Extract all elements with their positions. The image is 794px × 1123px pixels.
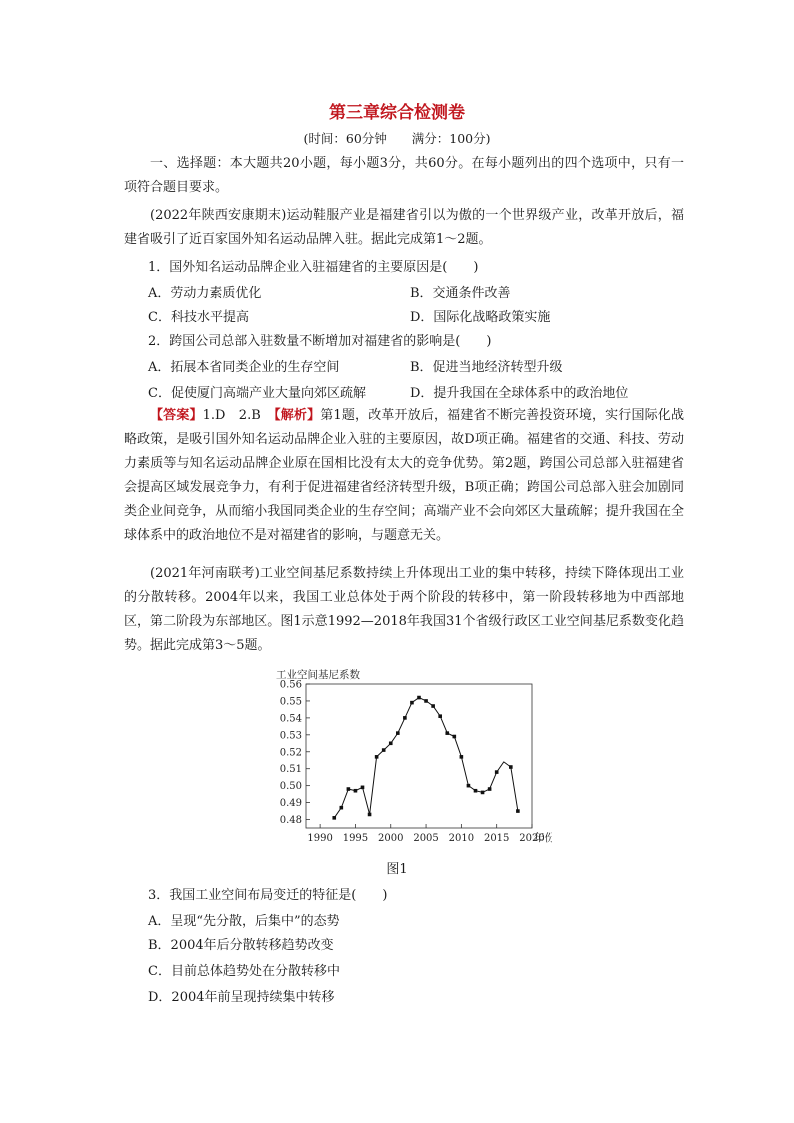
x-tick-label: 2015 (483, 833, 510, 844)
x-tick-label: 2000 (378, 833, 404, 844)
section-heading: 一、选择题：本大题共20小题，每小题3分，共60分。在每小题列出的四个选项中，只有一项符合题目要求。 (124, 156, 684, 195)
data-point (460, 755, 464, 759)
data-point (347, 787, 351, 791)
x-tick-label: 2020 (519, 833, 545, 844)
data-point (382, 748, 386, 752)
gini-chart-svg (262, 662, 552, 860)
x-tick-label: 1995 (342, 833, 369, 844)
data-point (354, 789, 358, 793)
answer-block (124, 404, 684, 548)
x-tick-label: 1990 (307, 833, 333, 844)
data-point (396, 731, 400, 735)
data-point (467, 784, 471, 788)
q1-option-b: B．交通条件改善 (410, 286, 511, 301)
y-axis-label: 工业空间基尼系数 (276, 669, 360, 681)
answer-keys: 1.D 2.B (202, 408, 275, 423)
y-tick-label: 0.50 (279, 781, 302, 793)
data-point (417, 696, 421, 700)
data-point (389, 741, 393, 745)
intro-1: (2022年陕西安康期末)运动鞋服产业是福建省引以为傲的一个世界级产业，改革开放后，福建省吸引了近百家国外知名运动品牌入驻。据此完成第1～2题。 (124, 208, 684, 247)
y-tick-label: 0.51 (279, 764, 302, 776)
data-point (340, 806, 344, 810)
q2-option-d: D．提升我国在全球体系中的政治地位 (410, 386, 629, 401)
q3-option-a: A．呈现“先分散，后集中”的态势 (148, 914, 340, 929)
data-point (495, 770, 499, 774)
answer-tag: 【答案】 (150, 408, 203, 423)
q1-option-c: C．科技水平提高 (148, 310, 249, 325)
y-tick-label: 0.56 (279, 679, 302, 691)
x-tick-label: 2010 (448, 833, 475, 844)
question-2-stem: 2．跨国公司总部入驻数量不断增加对福建省的影响是( ) (148, 334, 492, 349)
data-point (368, 813, 372, 817)
exam-info: (时间：60分钟 满分：100分) (303, 131, 491, 146)
data-point (445, 731, 449, 735)
y-tick-label: 0.53 (279, 730, 302, 742)
q3-option-c: C．目前总体趋势处在分散转移中 (148, 964, 340, 979)
figure-caption: 图1 (386, 862, 408, 877)
data-point (509, 765, 513, 769)
x-axis-label: 年份 (534, 832, 552, 844)
q3-option-b: B．2004年后分散转移趋势改变 (148, 938, 334, 953)
question-3-stem: 3．我国工业空间布局变迁的特征是( ) (148, 888, 388, 903)
q2-option-c: C．促使厦门高端产业大量向郊区疏解 (148, 386, 366, 401)
data-point (424, 699, 428, 703)
question-1-stem: 1．国外知名运动品牌企业入驻福建省的主要原因是( ) (148, 260, 479, 275)
data-point (375, 755, 379, 759)
y-tick-label: 0.48 (279, 815, 302, 827)
data-point (516, 809, 520, 813)
analysis-tag: 【解析】 (274, 408, 321, 423)
data-point (332, 816, 336, 820)
data-point (453, 735, 457, 739)
y-tick-label: 0.55 (279, 696, 302, 708)
data-point (438, 714, 442, 718)
data-point (410, 701, 414, 705)
y-tick-label: 0.54 (279, 713, 302, 725)
data-point (403, 716, 407, 720)
series-line (334, 698, 518, 818)
q1-option-d: D．国际化战略政策实施 (410, 310, 551, 325)
gini-chart (262, 662, 552, 860)
q1-option-a: A．劳动力素质优化 (148, 286, 262, 301)
data-point (361, 786, 365, 790)
data-point (488, 787, 492, 791)
intro-2: (2021年河南联考)工业空间基尼系数持续上升体现出工业的集中转移，持续下降体现出工业的分散转移。2004年以来，我国工业总体处于两个阶段的转移中，第一阶段转移地为中西部地区，第二阶段为东部地区。图1示意1992—2018年我国31个省级行政区工业空间基尼系数变化趋势。据此完成第3～5题。 (124, 566, 684, 653)
data-point (474, 789, 478, 793)
page-title: 第三章综合检测卷 (329, 103, 465, 123)
analysis-text: 第1题，改革开放后，福建省不断完善投资环境，实行国际化战略政策，是吸引国外知名运动品牌企业入驻的主要原因，故D项正确。福建省的交通、科技、劳动力素质等与知名运动品牌企业原在国相比没有太大的竞争优势。第2题，跨国公司总部入驻福建省会提高区域发展竞争力，有利于促进福建省经济转型升级，B项正确；跨国公司总部入驻会加剧同类企业间竞争，从而缩小我国同类企业的生存空间；高端产业不会向郊区大量疏解；提升我国在全球体系中的政治地位不是对福建省的影响，与题意无关。 (124, 408, 684, 543)
data-point (431, 704, 435, 708)
q2-option-a: A．拓展本省同类企业的生存空间 (148, 360, 340, 375)
q2-option-b: B．促进当地经济转型升级 (410, 360, 563, 375)
y-tick-label: 0.49 (279, 798, 302, 810)
y-tick-label: 0.52 (279, 747, 302, 759)
q3-option-d: D．2004年前呈现持续集中转移 (148, 990, 335, 1005)
x-tick-label: 2005 (413, 833, 439, 844)
data-point (481, 791, 485, 795)
